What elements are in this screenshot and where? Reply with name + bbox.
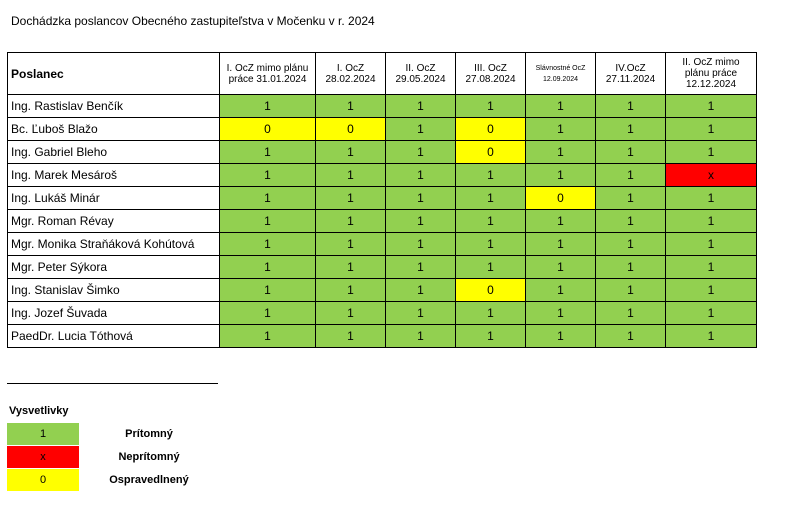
table-row <box>8 256 757 279</box>
attendance-cell: 1 <box>316 95 386 118</box>
column-header <box>666 53 757 95</box>
attendance-cell: 1 <box>666 325 757 348</box>
attendance-cell: 1 <box>456 302 526 325</box>
table-header-row <box>8 53 757 95</box>
column-header-line: Slávnostné OcZ <box>535 64 586 72</box>
column-header-line: II. OcZ <box>405 62 436 74</box>
attendance-cell: 1 <box>526 325 596 348</box>
attendance-cell: 1 <box>316 164 386 187</box>
attendance-cell: 1 <box>386 164 456 187</box>
member-name: Bc. Ľuboš Blažo <box>8 118 220 141</box>
attendance-cell: 1 <box>220 325 316 348</box>
attendance-cell: 1 <box>526 95 596 118</box>
attendance-cell: 1 <box>526 233 596 256</box>
attendance-cell: 0 <box>220 118 316 141</box>
legend-swatch: 0 <box>7 469 79 491</box>
legend-title: Vysvetlivky <box>9 405 69 417</box>
attendance-cell: 1 <box>456 325 526 348</box>
column-header-line: 12.09.2024 <box>542 75 579 83</box>
attendance-cell: 1 <box>666 256 757 279</box>
attendance-cell: 1 <box>386 279 456 302</box>
attendance-cell: 1 <box>596 233 666 256</box>
attendance-cell: 1 <box>220 95 316 118</box>
table-row <box>8 325 757 348</box>
column-header <box>456 53 526 95</box>
attendance-cell: 1 <box>666 302 757 325</box>
attendance-cell: 1 <box>316 325 386 348</box>
table-row <box>8 164 757 187</box>
attendance-cell: 0 <box>526 187 596 210</box>
member-name: Ing. Lukáš Minár <box>8 187 220 210</box>
table-row <box>8 118 757 141</box>
column-header-line: I. OcZ <box>336 62 365 74</box>
column-header <box>526 53 596 95</box>
attendance-cell: 1 <box>456 95 526 118</box>
member-name: Mgr. Monika Straňáková Kohútová <box>8 233 220 256</box>
column-header-poslanec: Poslanec <box>8 53 220 95</box>
attendance-cell: 1 <box>220 302 316 325</box>
attendance-cell: 1 <box>316 187 386 210</box>
attendance-cell: 1 <box>526 141 596 164</box>
attendance-cell: 0 <box>316 118 386 141</box>
member-name: PaedDr. Lucia Tóthová <box>8 325 220 348</box>
attendance-cell: 1 <box>666 279 757 302</box>
attendance-table <box>7 52 757 348</box>
member-name: Mgr. Peter Sýkora <box>8 256 220 279</box>
legend-label: Neprítomný <box>118 451 180 463</box>
legend-swatch: 1 <box>7 423 79 445</box>
attendance-cell: 1 <box>386 233 456 256</box>
attendance-cell: 1 <box>220 141 316 164</box>
attendance-cell: 1 <box>666 210 757 233</box>
attendance-cell: 1 <box>526 256 596 279</box>
attendance-cell: 1 <box>316 233 386 256</box>
attendance-cell: 1 <box>220 210 316 233</box>
attendance-cell: 1 <box>596 164 666 187</box>
attendance-cell: 0 <box>456 118 526 141</box>
member-name: Ing. Jozef Šuvada <box>8 302 220 325</box>
column-header-line: I. OcZ mimo plánu <box>226 62 309 74</box>
member-name: Ing. Marek Mesároš <box>8 164 220 187</box>
column-header-line: III. OcZ <box>474 62 507 74</box>
attendance-cell: 1 <box>220 256 316 279</box>
divider-line <box>7 383 218 384</box>
attendance-cell: 1 <box>386 95 456 118</box>
attendance-cell: 1 <box>386 302 456 325</box>
member-name: Ing. Gabriel Bleho <box>8 141 220 164</box>
table-row <box>8 187 757 210</box>
column-header <box>596 53 666 95</box>
attendance-cell: 0 <box>456 141 526 164</box>
attendance-cell: 1 <box>316 302 386 325</box>
column-header-line: 27.08.2024 <box>465 73 516 85</box>
attendance-cell: 1 <box>596 325 666 348</box>
attendance-cell: 1 <box>386 256 456 279</box>
attendance-cell: 1 <box>456 210 526 233</box>
column-header <box>386 53 456 95</box>
attendance-cell: 1 <box>666 118 757 141</box>
attendance-cell: 1 <box>456 187 526 210</box>
attendance-cell: 1 <box>386 210 456 233</box>
attendance-cell: 1 <box>596 95 666 118</box>
attendance-cell: 1 <box>220 279 316 302</box>
table-row <box>8 279 757 302</box>
attendance-cell: 1 <box>386 118 456 141</box>
attendance-cell: 1 <box>456 256 526 279</box>
attendance-cell: 1 <box>666 187 757 210</box>
attendance-cell: 1 <box>526 302 596 325</box>
attendance-cell: 1 <box>220 187 316 210</box>
attendance-cell: 1 <box>316 279 386 302</box>
attendance-cell: 1 <box>456 233 526 256</box>
column-header-line: II. OcZ mimo <box>682 57 740 68</box>
attendance-cell: 1 <box>666 233 757 256</box>
table-row <box>8 210 757 233</box>
column-header-line: 28.02.2024 <box>325 73 376 85</box>
column-header <box>220 53 316 95</box>
column-header-line: IV.OcZ <box>615 62 646 74</box>
page-title: Dochádzka poslancov Obecného zastupiteľstva v Močenku v r. 2024 <box>11 14 375 28</box>
attendance-cell: 1 <box>456 164 526 187</box>
attendance-cell: 1 <box>386 325 456 348</box>
attendance-cell: 1 <box>666 95 757 118</box>
attendance-cell: 1 <box>386 141 456 164</box>
attendance-cell: 1 <box>596 256 666 279</box>
attendance-cell: 1 <box>316 210 386 233</box>
attendance-cell: 1 <box>526 210 596 233</box>
attendance-cell: 1 <box>220 164 316 187</box>
attendance-cell: 1 <box>220 233 316 256</box>
column-header-line: plánu práce <box>684 68 738 79</box>
attendance-cell: 1 <box>316 256 386 279</box>
member-name: Ing. Stanislav Šimko <box>8 279 220 302</box>
legend-swatch: x <box>7 446 79 468</box>
table-row <box>8 302 757 325</box>
table-row <box>8 141 757 164</box>
member-name: Ing. Rastislav Benčík <box>8 95 220 118</box>
attendance-cell: 1 <box>596 118 666 141</box>
column-header-line: 27.11.2024 <box>605 73 656 85</box>
attendance-cell: 1 <box>596 187 666 210</box>
table-row <box>8 95 757 118</box>
table-row <box>8 233 757 256</box>
attendance-cell: 1 <box>526 164 596 187</box>
column-header <box>316 53 386 95</box>
attendance-cell: 1 <box>526 118 596 141</box>
attendance-cell: 1 <box>596 210 666 233</box>
legend-label: Prítomný <box>125 428 173 440</box>
column-header-line: 12.12.2024 <box>685 79 737 90</box>
attendance-cell: 1 <box>386 187 456 210</box>
column-header-line: práce 31.01.2024 <box>228 73 307 85</box>
attendance-cell: 0 <box>456 279 526 302</box>
member-name: Mgr. Roman Révay <box>8 210 220 233</box>
attendance-cell: 1 <box>596 141 666 164</box>
attendance-cell: 1 <box>596 279 666 302</box>
attendance-cell: 1 <box>526 279 596 302</box>
attendance-cell: 1 <box>666 141 757 164</box>
column-header-line: 29.05.2024 <box>395 73 446 85</box>
legend-label: Ospravedlnený <box>109 474 189 486</box>
attendance-cell: 1 <box>316 141 386 164</box>
attendance-cell: x <box>666 164 757 187</box>
attendance-cell: 1 <box>596 302 666 325</box>
